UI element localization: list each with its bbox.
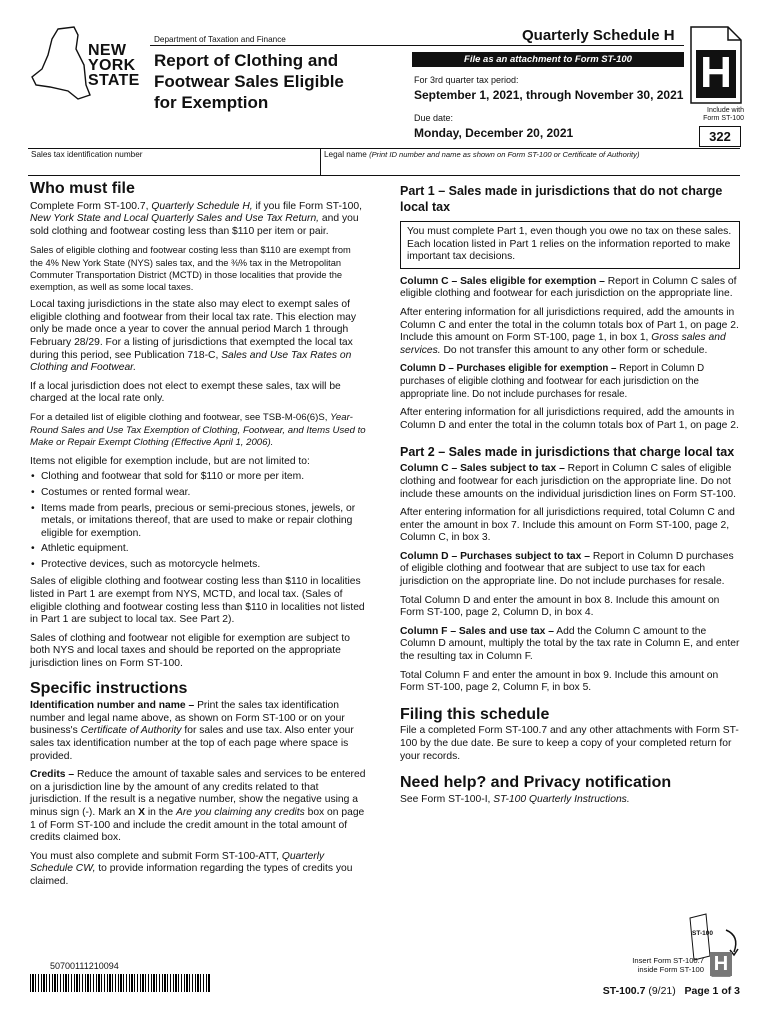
list-item: • Costumes or rented formal wear. <box>30 487 366 500</box>
list-item: • Athletic equipment. <box>30 543 366 556</box>
include-note-line: Form ST-100 <box>703 115 744 122</box>
attachment-banner: File as an attachment to Form ST-100 <box>412 52 684 67</box>
part1-paragraph: After entering information for all jurisdictions required, add the amounts in Column D and enter the total in the column totals box of Part 1, on page 2. <box>400 407 739 431</box>
period-value: September 1, 2021, through November 30, 2021 <box>414 88 684 102</box>
schedule-letter: H <box>700 48 732 97</box>
part2-paragraph: Total Column D and enter the amount in box 8. Include this amount on Form ST-100, page 2, Column D, in box 4. <box>400 594 720 619</box>
who-paragraph: If a local jurisdiction does not elect to exempt these sales, tax will be charged at the local rate only. <box>30 380 341 405</box>
list-item: • Items made from pearls, precious or semi-precious stones, jewels, or metals, or imitations thereof, that are used to make or repair clothing eligible for exemption. <box>30 503 366 541</box>
footer-rev: (9/21) <box>648 985 676 997</box>
due-date-value: Monday, December 20, 2021 <box>414 126 574 140</box>
barcode-number: 50700111210094 <box>50 961 119 971</box>
logo-line-york: YORK <box>88 57 136 74</box>
spec-paragraph: You must also complete and submit Form ST-100-ATT, Quarterly Schedule CW, to provide information regarding the types of credits you claimed. <box>30 850 353 887</box>
sales-tax-id-field[interactable] <box>28 149 320 174</box>
legal-name-field[interactable] <box>321 149 740 174</box>
items-intro: Items not eligible for exemption include, but are not limited to: <box>30 455 310 467</box>
who-paragraph: For a detailed list of eligible clothing and footwear, see TSB-M-06(6)S, Year-Round Sales and Use Tax Exemption of Clothing, Footwear, and Items Used to Make or Repair Exempt Clothing (Effective April 1, 2006). <box>30 411 366 449</box>
part2-paragraph: Column F – Sales and use tax – Add the Column C amount to the Column D amount, multiply the total by the tax rate in Column E, and enter the resulting tax in Column F. <box>400 625 740 663</box>
form-title-line: Report of Clothing and <box>154 51 339 70</box>
sales-tax-id-label: Sales tax identification number <box>31 150 143 159</box>
spec-paragraph: Credits – Reduce the amount of taxable sales and services to be entered on a jurisdiction line by the amount of any credits related to that jurisdiction. If the result is a negative number, show the negative using a minus sign (-). Mark an X in the Are you claiming any credits box on page 1 of Form ST-100 and include the credit amount in the total amount of credits claimed box. <box>30 769 366 844</box>
form-code-box: 322 <box>699 126 741 147</box>
who-paragraph: Local taxing jurisdictions in the state also may elect to exempt sales of eligible clothing and footwear from their local tax rate. This election may only be made once a year to cover the annual period March 1 through February 28/29. For a listing of jurisdictions that exempted the local tax during this period, see Publication 718-C, Sales and Use Tax Rates on Clothing and Footwear. <box>30 299 357 374</box>
list-item: • Protective devices, such as motorcycle helmets. <box>30 559 366 572</box>
spec-paragraph: Identification number and name – Print the sales tax identification number and legal name above, as shown on Form ST-100 or on your business's Certificate of Authority for sales and use tax. Also enter your sales tax identification number at the top of each page where space is provided. <box>30 700 354 762</box>
schedule-letter-icon <box>690 26 742 104</box>
part2-heading: Part 2 – Sales made in jurisdictions that charge local tax <box>400 445 735 460</box>
help-heading: Need help? and Privacy notification <box>400 774 672 792</box>
department-name: Department of Taxation and Finance <box>154 35 286 44</box>
logo-line-state: STATE <box>88 72 140 89</box>
header-divider <box>150 45 684 46</box>
legal-name-label: Legal name <box>324 150 367 159</box>
part2-paragraph: Column D – Purchases subject to tax – Report in Column D purchases of eligible clothing and footwear that are subject to use tax for each jurisdiction on the appropriate line. Do not include purchases for resale. <box>400 550 734 588</box>
form-title-line: Footwear Sales Eligible <box>154 72 344 91</box>
insert-note <box>580 956 704 974</box>
part1-paragraph: After entering information for all jurisdictions required, add the amounts in Column C and enter the total in the column totals box of Part 1, on page 2. Include this amount on Form ST-100, page 1, in box 1, Gross sales and services. Do not transfer this amount to any other form or schedule. <box>400 306 739 356</box>
who-must-file-heading: Who must file <box>30 180 135 197</box>
insert-icon-form-label: ST-100 <box>692 930 713 937</box>
nys-logo <box>28 25 140 103</box>
specific-instructions-heading: Specific instructions <box>30 679 188 697</box>
part1-paragraph: Column D – Purchases eligible for exemption – Report in Column D purchases of eligible clothing and footwear for each jurisdiction on the appropriate line. Do not include purchases for resale. <box>400 363 705 400</box>
filing-paragraph: File a completed Form ST-100.7 and any other attachments with Form ST-100 by the due date. Be sure to keep a copy of your completed return for your records. <box>400 725 739 762</box>
form-title-line: for Exemption <box>154 93 269 112</box>
who-paragraph: Complete Form ST-100.7, Quarterly Schedule H, if you file Form ST-100, New York State and Local Quarterly Sales and Use Tax Return, and you sold clothing and footwear costing less than $110 per item or pair. <box>30 200 362 237</box>
form-title <box>154 50 344 113</box>
insert-icon-letter: H <box>710 952 732 976</box>
part2-paragraph: After entering information for all jurisdictions required, total Column C and enter the amount in box 7. Include this amount on Form ST-100, page 2, Column C, in box 3. <box>400 507 735 544</box>
part1-paragraph: Column C – Sales eligible for exemption – Report in Column C sales of eligible clothing and footwear for each jurisdiction on the appropriate line. <box>400 275 737 300</box>
left-column <box>30 180 366 895</box>
legal-name-note: (Print ID number and name as shown on Form ST-100 or Certificate of Authority) <box>369 150 640 159</box>
who-paragraph: Sales of clothing and footwear not eligible for exemption are subject to both NYS and local taxes and should be reported on the appropriate jurisdiction lines on Form ST-100. <box>30 632 350 670</box>
logo-line-new: NEW <box>88 42 127 59</box>
insert-note-line: Insert Form ST-100.7 <box>632 956 704 965</box>
insert-note-line: inside Form ST-100 <box>637 965 704 974</box>
filing-heading: Filing this schedule <box>400 705 550 723</box>
footer-page-number: Page 1 of 3 <box>684 985 740 997</box>
part2-paragraph: Column C – Sales subject to tax – Report in Column C sales of eligible clothing and footwear for each jurisdiction on the appropriate line. Do not include these amounts on the individual jurisdiction lines on Form ST-100. <box>400 463 736 500</box>
part2-paragraph: Total Column F and enter the amount in box 9. Include this amount on Form ST-100, page 2, Column F, in box 5. <box>400 669 719 694</box>
part1-notice-box: You must complete Part 1, even though you owe no tax on these sales. Each location listed in Part 1 relies on the information reported to make important tax decisions. <box>400 221 740 269</box>
part1-heading: Part 1 – Sales made in jurisdictions that do not charge local tax <box>400 184 723 214</box>
help-paragraph: See Form ST-100-I, ST-100 Quarterly Instructions. <box>400 793 630 805</box>
footer-form-id: ST-100.7 <box>602 985 646 997</box>
list-item: • Clothing and footwear that sold for $110 or more per item. <box>30 471 366 484</box>
barcode <box>30 974 210 992</box>
ineligible-items-list <box>30 471 366 571</box>
page-footer <box>560 985 740 997</box>
who-paragraph: Sales of eligible clothing and footwear costing less than $110 in localities listed in Part 1 are exempt from NYS, MCTD, and local tax. (Sales of eligible clothing and footwear costing less than $110 in localities not listed in Part 1 are subject to local tax. See Part 2). <box>30 576 365 626</box>
right-column <box>400 183 740 812</box>
period-label: For 3rd quarter tax period: <box>414 75 519 85</box>
schedule-title: Quarterly Schedule H <box>522 27 675 44</box>
due-date-label: Due date: <box>414 113 454 123</box>
include-note-line: Include with <box>707 107 744 114</box>
who-paragraph: Sales of eligible clothing and footwear costing less than $110 are exempt from the 4% New York State (NYS) sales tax, and the ⅜% tax in the Metropolitan Commuter Transportation District (MCTD) in those localities that provide the exemption, as well as some local taxes. <box>30 245 351 292</box>
include-note <box>686 107 744 123</box>
